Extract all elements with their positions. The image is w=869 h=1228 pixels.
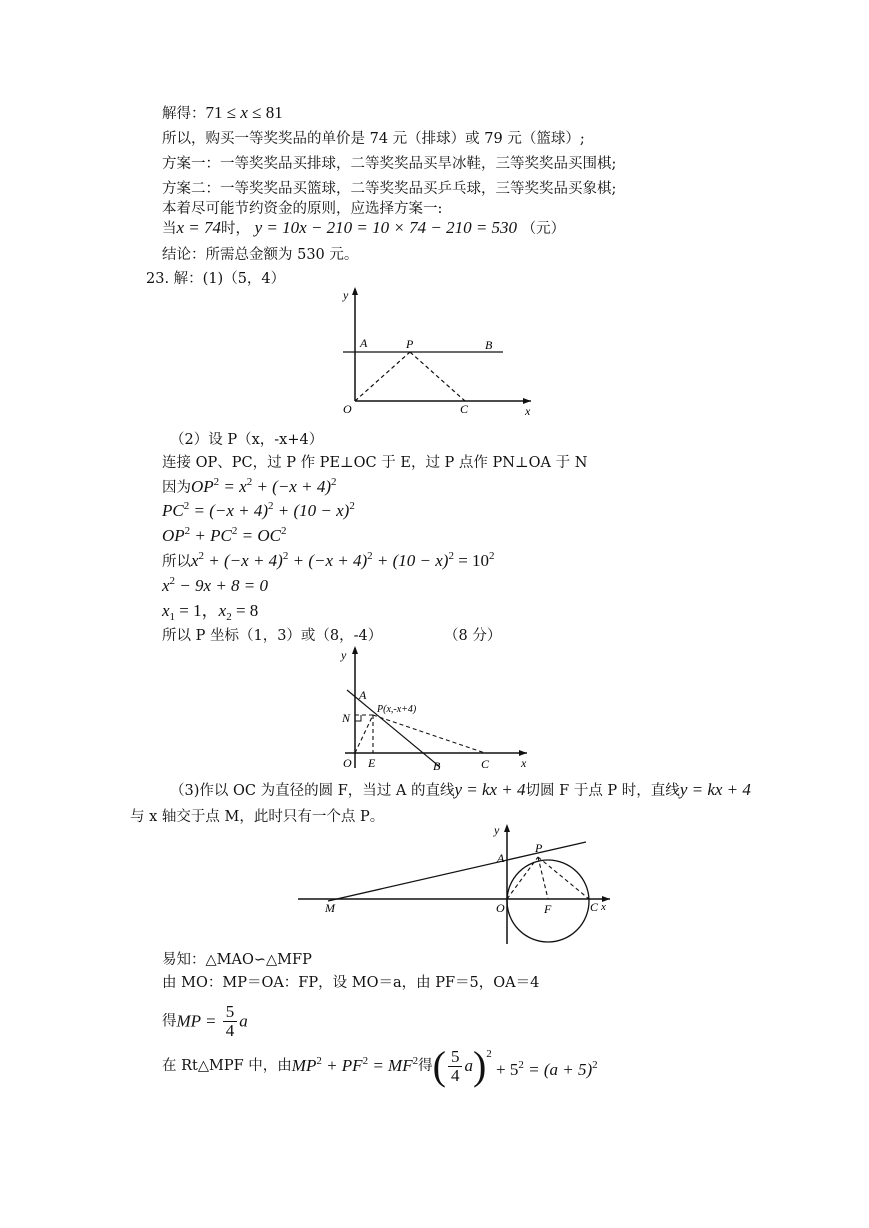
label-o: O xyxy=(496,901,505,915)
label-a: A xyxy=(360,336,368,350)
label-a: A xyxy=(497,851,505,865)
text-line: 由 MO：MP＝OA：FP，设 MO＝a，由 PF＝5，OA＝4 xyxy=(162,975,540,991)
label-p: P xyxy=(406,337,414,351)
solution-line xyxy=(162,104,283,123)
segment-pc xyxy=(410,352,465,401)
axis-label-x: x xyxy=(601,901,606,913)
equation-line: $x^2 - 9x + 8 = 0$ xyxy=(162,575,269,595)
figure-3 xyxy=(298,822,618,947)
segment-op xyxy=(355,352,410,401)
score-note: （8 分） xyxy=(444,628,502,644)
problem-heading: 23. 解：(1)（5，4） xyxy=(146,271,286,287)
text-line: 结论：所需总金额为 530 元。 xyxy=(162,247,359,263)
label-e: E xyxy=(368,756,376,770)
text-line: 与 x 轴交于点 M，此时只有一个点 P。 xyxy=(130,809,385,825)
text-line: 方案二：一等奖奖品买篮球，二等奖奖品买乒乓球，三等奖奖品买象棋; xyxy=(162,181,617,197)
figure-2 xyxy=(335,643,535,778)
axis-label-x: x xyxy=(525,404,531,418)
axis-label-y: y xyxy=(341,648,347,662)
equation-line: 所以$x^2 + (-x + 4)^2 + (-x + 4)^2 + (10 - x)^2 = 10^2$ xyxy=(162,550,495,570)
text-line: 方案一：一等奖奖品买排球，二等奖奖品买旱冰鞋，三等奖奖品买围棋; xyxy=(162,156,617,172)
label-c: C xyxy=(590,900,599,914)
label-p: P xyxy=(535,841,543,855)
label-a: A xyxy=(359,688,367,702)
axis-label-y: y xyxy=(494,823,500,837)
equation-line: 得MP = $\frac{5}{4}$ a xyxy=(162,1002,248,1040)
equation-line: $OP^2 + PC^2 = OC^2$ xyxy=(162,525,287,545)
text-line: 连接 OP、PC，过 P 作 PE⊥OC 于 E，过 P 点作 PN⊥OA 于 N xyxy=(162,455,588,471)
label-n: N xyxy=(342,711,351,725)
text-line: （2）设 P（x，-x+4） xyxy=(170,432,324,448)
inequality: 71 ≤ x ≤ 81 xyxy=(205,103,283,122)
label-o: O xyxy=(343,402,352,416)
equation-line: 因为$OP^2 = x^2 + (-x + 4)^2$ xyxy=(162,476,337,496)
axis-label-y: y xyxy=(343,288,349,302)
fraction: $\frac{5}{4}$ xyxy=(448,1048,463,1085)
text-line: 易知：△MAO∽△MFP xyxy=(162,952,312,968)
axis-label-x: x xyxy=(521,756,527,770)
label-b: B xyxy=(485,338,493,352)
text-line: 所以 P 坐标（1，3）或（8，-4） （8 分） xyxy=(162,628,502,644)
fraction: $\frac{5}{4}$ xyxy=(223,1003,238,1040)
equation-line: 在 Rt△MPF 中，由$MP^2 + PF^2 = MF^2$得( $\frac{5}{4}$ $a)^2 + 5^2 = (a + 5)^2$ xyxy=(162,1043,598,1088)
tangent-line xyxy=(328,842,586,901)
label-p: P(x,-x+4) xyxy=(377,704,417,715)
circle-f xyxy=(507,860,589,942)
label-f: F xyxy=(544,902,552,916)
label-c: C xyxy=(481,757,490,771)
equation-line: $PC^2 = (-x + 4)^2 + (10 - x)^2$ xyxy=(162,500,355,520)
label-c: C xyxy=(460,402,469,416)
label-m: M xyxy=(325,901,335,915)
label-b: B xyxy=(433,759,441,773)
figure-1 xyxy=(335,283,535,423)
text-line: 本着尽可能节约资金的原则，应选择方案一: xyxy=(162,201,443,217)
equation-line: $x_1 = 1$，$x_2 = 8$ xyxy=(162,601,259,623)
text-line: 所以，购买一等奖奖品的单价是 74 元（排球）或 79 元（篮球）; xyxy=(162,131,585,147)
text-line: （3)作以 OC 为直径的圆 F，当过 A 的直线y = kx + 4切圆 F 于点 P 时，直线y = kx + 4 xyxy=(170,780,751,799)
label-o: O xyxy=(343,756,352,770)
text: 解得： xyxy=(162,106,206,122)
equation-line: 当x = 74时， y = 10x − 210 = 10 × 74 − 210 = 530 （元） xyxy=(162,218,566,237)
